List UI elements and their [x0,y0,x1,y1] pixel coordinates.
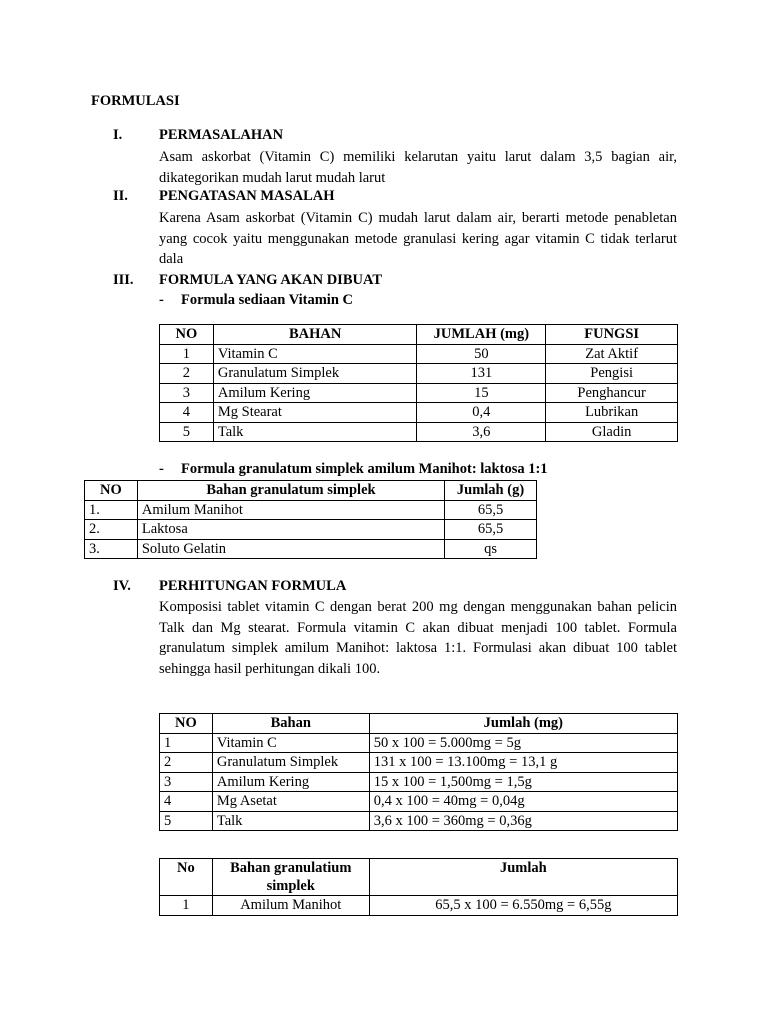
table-cell: 131 [417,364,546,384]
table-cell: 65,5 [445,500,537,520]
section-number: IV. [113,578,131,594]
table-row [160,772,678,792]
table-header: Jumlah (g) [445,481,537,501]
table-cell: Pengisi [546,364,678,384]
table-cell: 1 [160,344,214,364]
table-row [160,383,678,403]
table-cell: 3 [160,772,213,792]
subsection-title: Formula granulatum simplek amilum Manihot: laktosa 1:1 [181,461,548,477]
paragraph-line: dikategorikan mudah larut mudah larut [159,169,386,186]
table-header-row [85,481,537,501]
table-header: NO [160,325,214,345]
table-row [85,500,537,520]
table-row [160,344,678,364]
paragraph-line: yang cocok yaitu menggunakan metode granulasi kering agar vitamin C tidak terlarut [159,230,677,247]
table-header: Jumlah (mg) [369,714,677,734]
table-row [160,733,678,753]
table-header-row [160,325,678,345]
table-cell: 4 [160,403,214,423]
table-cell: Mg Asetat [212,792,369,812]
calculation-table [159,713,678,831]
table-cell: 0,4 x 100 = 40mg = 0,04g [369,792,677,812]
table-cell: Mg Stearat [213,403,417,423]
table-cell: 50 x 100 = 5.000mg = 5g [369,733,677,753]
paragraph-line: Talk dan Mg stearat. Formula vitamin C akan dibuat menjadi 100 tablet. Formula [159,619,677,636]
table-header-row [160,859,678,896]
section-heading: PERMASALAHAN [159,127,284,143]
table-header: Bahan [212,714,369,734]
table-row [160,403,678,423]
table-cell: 3 [160,383,214,403]
table-cell: 1. [85,500,138,520]
paragraph-line: Karena Asam askorbat (Vitamin C) mudah larut dalam air, berarti metode penabletan [159,210,677,226]
table-cell: Vitamin C [213,344,417,364]
table-row [160,422,678,442]
table-cell: Zat Aktif [546,344,678,364]
table-cell: Amilum Manihot [137,500,444,520]
table-header: No [160,859,213,896]
section-heading: PENGATASAN MASALAH [159,188,335,204]
table-cell: 50 [417,344,546,364]
table-cell: Talk [212,811,369,831]
table-cell: Lubrikan [546,403,678,423]
table-header: BAHAN [213,325,417,345]
table-cell: 5 [160,811,213,831]
section-number: II. [113,188,128,204]
table-row [160,896,678,916]
document-title: FORMULASI [91,93,180,109]
table-header-row [160,714,678,734]
section-paragraph [159,597,677,679]
vitamin-c-formula-table [159,324,678,442]
table-header-line: simplek [266,878,315,894]
paragraph-line: dala [159,251,184,267]
table-cell: Amilum Kering [212,772,369,792]
table-cell: 2 [160,753,213,773]
granulatum-formula-table [84,480,537,559]
table-cell: Granulatum Simplek [212,753,369,773]
granulatum-calculation-table [159,858,678,916]
table-cell: Amilum Manihot [212,896,369,916]
table-cell: Gladin [546,422,678,442]
table-cell: Laktosa [137,520,444,540]
paragraph-line: granulatum simplek amilum Manihot: laktosa 1:1. Formulasi akan dibuat 100 tablet [159,640,677,656]
section-number: III. [113,272,134,288]
table-cell: 1 [160,733,213,753]
table-header: FUNGSI [546,325,678,345]
table-cell: 15 [417,383,546,403]
table-cell: Granulatum Simplek [213,364,417,384]
subsection-dash: - [159,461,164,477]
table-cell: Penghancur [546,383,678,403]
table-cell: 3. [85,539,138,559]
table-header: NO [85,481,138,501]
section-paragraph [159,208,677,270]
table-header-line: Bahan granulatium [230,860,352,876]
table-cell: 1 [160,896,213,916]
table-cell: 131 x 100 = 13.100mg = 13,1 g [369,753,677,773]
table-cell: 3,6 x 100 = 360mg = 0,36g [369,811,677,831]
table-row [160,364,678,384]
table-header: Jumlah [369,859,677,896]
table-cell: qs [445,539,537,559]
table-cell: 2. [85,520,138,540]
subsection-dash: - [159,292,164,308]
section-heading: FORMULA YANG AKAN DIBUAT [159,272,383,288]
paragraph-line: Komposisi tablet vitamin C dengan berat 200 mg dengan menggunakan bahan pelicin [159,599,677,615]
paragraph-line: sehingga hasil perhitungan dikali 100. [159,660,381,677]
subsection-title: Formula sediaan Vitamin C [181,292,353,308]
table-cell: 0,4 [417,403,546,423]
section-paragraph [159,147,677,188]
table-cell: 65,5 [445,520,537,540]
table-cell: 3,6 [417,422,546,442]
table-row [85,539,537,559]
table-row [85,520,537,540]
table-header: Bahan granulatum simplek [137,481,444,501]
table-cell: Vitamin C [212,733,369,753]
table-cell: 65,5 x 100 = 6.550mg = 6,55g [369,896,677,916]
table-header: JUMLAH (mg) [417,325,546,345]
table-cell: Amilum Kering [213,383,417,403]
table-cell: 5 [160,422,214,442]
table-row [160,753,678,773]
table-row [160,792,678,812]
table-cell: 4 [160,792,213,812]
table-cell: Talk [213,422,417,442]
section-heading: PERHITUNGAN FORMULA [159,578,347,594]
section-number: I. [113,127,123,143]
table-row [160,811,678,831]
paragraph-line: Asam askorbat (Vitamin C) memiliki kelarutan yaitu larut dalam 3,5 bagian air, [159,149,677,165]
table-cell: Soluto Gelatin [137,539,444,559]
table-cell: 2 [160,364,214,384]
table-header: NO [160,714,213,734]
table-header [212,859,369,896]
table-cell: 15 x 100 = 1,500mg = 1,5g [369,772,677,792]
